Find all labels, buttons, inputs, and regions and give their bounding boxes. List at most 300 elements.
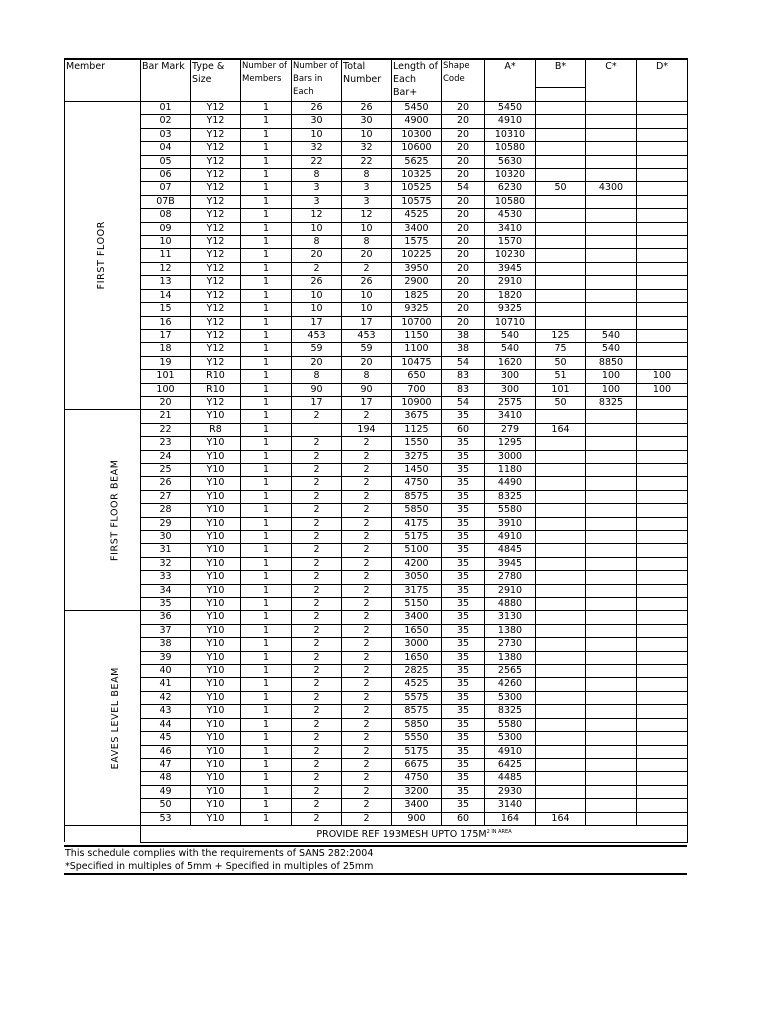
cell-dim-c (586, 665, 637, 678)
cell-bar-mark: 32 (141, 557, 191, 570)
header-total-number: Total Number (342, 59, 392, 102)
cell-dim-c: 4300 (586, 182, 637, 195)
cell-length: 4200 (392, 557, 442, 570)
cell-length: 4750 (392, 772, 442, 785)
cell-length: 5850 (392, 504, 442, 517)
cell-dim-b (536, 195, 586, 208)
mesh-note-blank (65, 825, 141, 842)
cell-bars-in-each: 2 (292, 504, 342, 517)
cell-dim-d (637, 169, 688, 182)
table-row (65, 169, 688, 182)
cell-shape-code: 35 (442, 477, 485, 490)
cell-dim-b: 50 (536, 396, 586, 409)
cell-shape-code: 35 (442, 772, 485, 785)
cell-length: 10700 (392, 316, 442, 329)
cell-shape-code: 60 (442, 423, 485, 436)
cell-dim-b: 164 (536, 423, 586, 436)
cell-dim-d (637, 517, 688, 530)
cell-bar-mark: 31 (141, 544, 191, 557)
cell-number-of-members: 1 (241, 624, 292, 637)
cell-dim-c (586, 745, 637, 758)
cell-number-of-members: 1 (241, 517, 292, 530)
table-row (65, 370, 688, 383)
cell-total-number: 26 (342, 102, 392, 115)
cell-bar-mark: 100 (141, 383, 191, 396)
cell-dim-d (637, 732, 688, 745)
cell-shape-code: 35 (442, 571, 485, 584)
cell-type-size: R10 (191, 383, 241, 396)
cell-number-of-members: 1 (241, 289, 292, 302)
header-member: Member (65, 59, 141, 102)
cell-dim-b: 164 (536, 812, 586, 825)
cell-dim-a: 4910 (485, 531, 536, 544)
cell-dim-c (586, 758, 637, 771)
table-row (65, 638, 688, 651)
cell-type-size: R8 (191, 423, 241, 436)
cell-type-size: Y10 (191, 450, 241, 463)
cell-dim-b (536, 276, 586, 289)
cell-dim-d (637, 584, 688, 597)
cell-dim-b (536, 262, 586, 275)
cell-bars-in-each: 2 (292, 571, 342, 584)
cell-dim-c (586, 169, 637, 182)
cell-dim-c: 100 (586, 383, 637, 396)
cell-number-of-members: 1 (241, 812, 292, 825)
cell-bars-in-each: 2 (292, 665, 342, 678)
cell-type-size: Y10 (191, 624, 241, 637)
cell-bars-in-each: 2 (292, 557, 342, 570)
cell-dim-a: 164 (485, 812, 536, 825)
cell-dim-c (586, 128, 637, 141)
cell-number-of-members: 1 (241, 209, 292, 222)
cell-bar-mark: 13 (141, 276, 191, 289)
cell-length: 1150 (392, 329, 442, 342)
cell-type-size: Y12 (191, 128, 241, 141)
cell-type-size: Y10 (191, 517, 241, 530)
cell-dim-c (586, 517, 637, 530)
cell-total-number: 10 (342, 289, 392, 302)
cell-shape-code: 35 (442, 437, 485, 450)
cell-total-number: 2 (342, 745, 392, 758)
table-row (65, 544, 688, 557)
cell-dim-d (637, 718, 688, 731)
cell-bars-in-each: 90 (292, 383, 342, 396)
cell-dim-b (536, 477, 586, 490)
cell-type-size: Y10 (191, 584, 241, 597)
cell-number-of-members: 1 (241, 423, 292, 436)
cell-number-of-members: 1 (241, 557, 292, 570)
cell-total-number: 2 (342, 678, 392, 691)
cell-number-of-members: 1 (241, 370, 292, 383)
cell-dim-b: 101 (536, 383, 586, 396)
cell-dim-d (637, 611, 688, 624)
cell-length: 10600 (392, 142, 442, 155)
header-d: D* (637, 59, 688, 102)
cell-bars-in-each: 30 (292, 115, 342, 128)
cell-type-size: Y12 (191, 155, 241, 168)
cell-total-number: 3 (342, 182, 392, 195)
cell-total-number: 2 (342, 450, 392, 463)
cell-dim-d (637, 128, 688, 141)
cell-bar-mark: 25 (141, 463, 191, 476)
cell-dim-a: 5580 (485, 504, 536, 517)
cell-shape-code: 35 (442, 665, 485, 678)
table-row (65, 356, 688, 369)
cell-bars-in-each: 2 (292, 544, 342, 557)
cell-number-of-members: 1 (241, 169, 292, 182)
table-row (65, 128, 688, 141)
cell-total-number: 2 (342, 785, 392, 798)
cell-dim-d (637, 209, 688, 222)
mesh-note-superscript: 2 IN AREA (486, 828, 512, 835)
cell-length: 1825 (392, 289, 442, 302)
cell-type-size: Y10 (191, 638, 241, 651)
cell-dim-d (637, 651, 688, 664)
cell-dim-c (586, 316, 637, 329)
cell-dim-a: 4880 (485, 598, 536, 611)
cell-bar-mark: 101 (141, 370, 191, 383)
cell-dim-c (586, 504, 637, 517)
cell-bar-mark: 17 (141, 329, 191, 342)
cell-number-of-members: 1 (241, 571, 292, 584)
table-row (65, 598, 688, 611)
cell-dim-a: 2565 (485, 665, 536, 678)
cell-dim-b (536, 799, 586, 812)
cell-length: 10575 (392, 195, 442, 208)
cell-shape-code: 54 (442, 396, 485, 409)
table-row (65, 249, 688, 262)
cell-length: 3000 (392, 638, 442, 651)
table-row (65, 531, 688, 544)
cell-total-number: 22 (342, 155, 392, 168)
table-row (65, 423, 688, 436)
cell-dim-d (637, 396, 688, 409)
cell-dim-a: 3000 (485, 450, 536, 463)
cell-dim-a: 300 (485, 370, 536, 383)
cell-number-of-members: 1 (241, 477, 292, 490)
cell-dim-b (536, 437, 586, 450)
cell-number-of-members: 1 (241, 638, 292, 651)
cell-bars-in-each: 20 (292, 249, 342, 262)
member-group-cell (65, 102, 141, 410)
table-row (65, 477, 688, 490)
cell-dim-a: 10580 (485, 142, 536, 155)
table-row (65, 718, 688, 731)
member-group-label: EAVES LEVEL BEAM (109, 667, 121, 770)
table-row (65, 745, 688, 758)
cell-shape-code: 20 (442, 195, 485, 208)
cell-bars-in-each: 2 (292, 531, 342, 544)
cell-length: 8575 (392, 705, 442, 718)
cell-total-number: 2 (342, 624, 392, 637)
cell-dim-a: 1820 (485, 289, 536, 302)
cell-dim-a: 10710 (485, 316, 536, 329)
cell-dim-c (586, 155, 637, 168)
cell-number-of-members: 1 (241, 598, 292, 611)
cell-number-of-members: 1 (241, 584, 292, 597)
cell-total-number: 2 (342, 665, 392, 678)
cell-dim-d (637, 745, 688, 758)
cell-bar-mark: 47 (141, 758, 191, 771)
cell-dim-a: 1380 (485, 624, 536, 637)
cell-total-number: 8 (342, 236, 392, 249)
cell-total-number: 20 (342, 356, 392, 369)
cell-total-number: 2 (342, 463, 392, 476)
table-row (65, 396, 688, 409)
cell-length: 5175 (392, 745, 442, 758)
table-row (65, 758, 688, 771)
cell-total-number: 12 (342, 209, 392, 222)
cell-total-number: 2 (342, 732, 392, 745)
cell-dim-b (536, 678, 586, 691)
cell-dim-d (637, 155, 688, 168)
cell-number-of-members: 1 (241, 678, 292, 691)
cell-length: 10900 (392, 396, 442, 409)
table-row (65, 678, 688, 691)
cell-number-of-members: 1 (241, 772, 292, 785)
cell-bars-in-each: 2 (292, 758, 342, 771)
cell-dim-d (637, 289, 688, 302)
table-row (65, 571, 688, 584)
cell-dim-c: 540 (586, 343, 637, 356)
cell-type-size: Y12 (191, 222, 241, 235)
cell-dim-d (637, 343, 688, 356)
cell-length: 4900 (392, 115, 442, 128)
cell-dim-a: 4490 (485, 477, 536, 490)
cell-shape-code: 38 (442, 329, 485, 342)
cell-dim-d (637, 477, 688, 490)
table-row (65, 691, 688, 704)
table-row (65, 329, 688, 342)
cell-dim-c (586, 276, 637, 289)
cell-number-of-members: 1 (241, 785, 292, 798)
cell-bar-mark: 46 (141, 745, 191, 758)
cell-dim-d (637, 236, 688, 249)
cell-dim-c (586, 437, 637, 450)
cell-dim-c (586, 115, 637, 128)
cell-dim-d (637, 423, 688, 436)
cell-dim-b (536, 624, 586, 637)
cell-dim-d (637, 410, 688, 423)
cell-bars-in-each: 2 (292, 718, 342, 731)
cell-dim-a: 3410 (485, 222, 536, 235)
cell-length: 1575 (392, 236, 442, 249)
cell-type-size: Y10 (191, 544, 241, 557)
cell-dim-b (536, 490, 586, 503)
schedule-body (65, 102, 688, 843)
cell-dim-c (586, 584, 637, 597)
cell-total-number: 3 (342, 195, 392, 208)
cell-dim-a: 2575 (485, 396, 536, 409)
cell-dim-a: 3945 (485, 557, 536, 570)
cell-dim-c (586, 732, 637, 745)
schedule-footer (64, 845, 687, 875)
cell-type-size: Y10 (191, 758, 241, 771)
table-row (65, 557, 688, 570)
cell-length: 5575 (392, 691, 442, 704)
cell-dim-a: 2910 (485, 584, 536, 597)
cell-total-number: 2 (342, 490, 392, 503)
cell-length: 5175 (392, 531, 442, 544)
cell-shape-code: 35 (442, 785, 485, 798)
cell-shape-code: 35 (442, 531, 485, 544)
cell-bars-in-each: 2 (292, 691, 342, 704)
cell-type-size: Y12 (191, 276, 241, 289)
cell-number-of-members: 1 (241, 276, 292, 289)
table-row (65, 236, 688, 249)
header-shape-code: Shape Code (442, 59, 485, 102)
cell-shape-code: 20 (442, 303, 485, 316)
cell-dim-d (637, 142, 688, 155)
cell-shape-code: 35 (442, 651, 485, 664)
cell-bar-mark: 02 (141, 115, 191, 128)
cell-length: 900 (392, 812, 442, 825)
cell-bars-in-each: 2 (292, 745, 342, 758)
cell-dim-b (536, 303, 586, 316)
cell-length: 650 (392, 370, 442, 383)
cell-bar-mark: 04 (141, 142, 191, 155)
cell-total-number: 2 (342, 812, 392, 825)
cell-shape-code: 20 (442, 102, 485, 115)
cell-dim-a: 10230 (485, 249, 536, 262)
cell-dim-c (586, 611, 637, 624)
cell-dim-b (536, 544, 586, 557)
cell-total-number: 2 (342, 437, 392, 450)
cell-total-number: 2 (342, 611, 392, 624)
cell-total-number: 10 (342, 222, 392, 235)
cell-shape-code: 35 (442, 638, 485, 651)
cell-type-size: Y12 (191, 289, 241, 302)
cell-dim-d (637, 705, 688, 718)
cell-type-size: Y10 (191, 651, 241, 664)
cell-bars-in-each: 2 (292, 584, 342, 597)
cell-type-size: Y10 (191, 557, 241, 570)
cell-bars-in-each: 12 (292, 209, 342, 222)
cell-dim-c (586, 450, 637, 463)
cell-bar-mark: 03 (141, 128, 191, 141)
cell-dim-d (637, 182, 688, 195)
cell-shape-code: 20 (442, 262, 485, 275)
cell-length: 2900 (392, 276, 442, 289)
cell-length: 1450 (392, 463, 442, 476)
cell-bars-in-each: 2 (292, 812, 342, 825)
header-a: A* (485, 59, 536, 102)
cell-bars-in-each (292, 423, 342, 436)
mesh-note-text: PROVIDE REF 193MESH UPTO 175M (316, 829, 487, 841)
cell-length: 3950 (392, 262, 442, 275)
cell-length: 4750 (392, 477, 442, 490)
cell-shape-code: 38 (442, 343, 485, 356)
header-c: C* (586, 59, 637, 102)
cell-dim-c (586, 303, 637, 316)
cell-length: 700 (392, 383, 442, 396)
cell-dim-b (536, 745, 586, 758)
cell-dim-d (637, 691, 688, 704)
cell-dim-a: 4910 (485, 745, 536, 758)
cell-number-of-members: 1 (241, 102, 292, 115)
cell-dim-d: 100 (637, 370, 688, 383)
header-b: B* (536, 59, 586, 88)
cell-shape-code: 35 (442, 504, 485, 517)
cell-type-size: Y10 (191, 490, 241, 503)
cell-total-number: 2 (342, 571, 392, 584)
cell-type-size: Y12 (191, 343, 241, 356)
cell-total-number: 2 (342, 691, 392, 704)
cell-dim-b (536, 718, 586, 731)
cell-bars-in-each: 2 (292, 410, 342, 423)
cell-bars-in-each: 17 (292, 316, 342, 329)
cell-dim-b (536, 209, 586, 222)
cell-shape-code: 35 (442, 611, 485, 624)
cell-number-of-members: 1 (241, 531, 292, 544)
cell-dim-a: 1180 (485, 463, 536, 476)
cell-dim-d (637, 624, 688, 637)
cell-length: 10325 (392, 169, 442, 182)
member-group-cell (65, 611, 141, 826)
cell-type-size: Y10 (191, 718, 241, 731)
cell-total-number: 17 (342, 396, 392, 409)
cell-type-size: Y12 (191, 396, 241, 409)
cell-dim-c (586, 289, 637, 302)
cell-bar-mark: 35 (141, 598, 191, 611)
table-row (65, 665, 688, 678)
cell-bars-in-each: 2 (292, 437, 342, 450)
cell-dim-a: 6425 (485, 758, 536, 771)
table-row (65, 732, 688, 745)
cell-bar-mark: 05 (141, 155, 191, 168)
cell-dim-d (637, 799, 688, 812)
cell-bar-mark: 53 (141, 812, 191, 825)
cell-dim-c (586, 222, 637, 235)
cell-total-number: 453 (342, 329, 392, 342)
cell-length: 9325 (392, 303, 442, 316)
cell-dim-b (536, 249, 586, 262)
table-row (65, 410, 688, 423)
cell-dim-a: 10580 (485, 195, 536, 208)
cell-type-size: Y10 (191, 463, 241, 476)
mesh-note (141, 825, 688, 842)
cell-type-size: Y12 (191, 303, 241, 316)
cell-shape-code: 20 (442, 276, 485, 289)
cell-shape-code: 54 (442, 356, 485, 369)
cell-dim-b: 51 (536, 370, 586, 383)
footer-compliance-note: This schedule complies with the requirements of SANS 282:2004 (64, 845, 687, 860)
cell-dim-b (536, 115, 586, 128)
cell-dim-d (637, 785, 688, 798)
cell-number-of-members: 1 (241, 463, 292, 476)
cell-type-size: Y12 (191, 329, 241, 342)
cell-bars-in-each: 2 (292, 732, 342, 745)
cell-dim-d (637, 303, 688, 316)
cell-bar-mark: 22 (141, 423, 191, 436)
cell-shape-code: 20 (442, 316, 485, 329)
cell-length: 4525 (392, 209, 442, 222)
cell-dim-c (586, 785, 637, 798)
cell-type-size: Y12 (191, 195, 241, 208)
cell-dim-d (637, 557, 688, 570)
cell-dim-b: 50 (536, 356, 586, 369)
cell-type-size: Y10 (191, 598, 241, 611)
cell-type-size: Y10 (191, 785, 241, 798)
cell-bar-mark: 41 (141, 678, 191, 691)
cell-number-of-members: 1 (241, 665, 292, 678)
cell-bar-mark: 16 (141, 316, 191, 329)
cell-dim-b (536, 504, 586, 517)
table-row (65, 437, 688, 450)
table-row (65, 142, 688, 155)
cell-shape-code: 20 (442, 289, 485, 302)
cell-bar-mark: 09 (141, 222, 191, 235)
